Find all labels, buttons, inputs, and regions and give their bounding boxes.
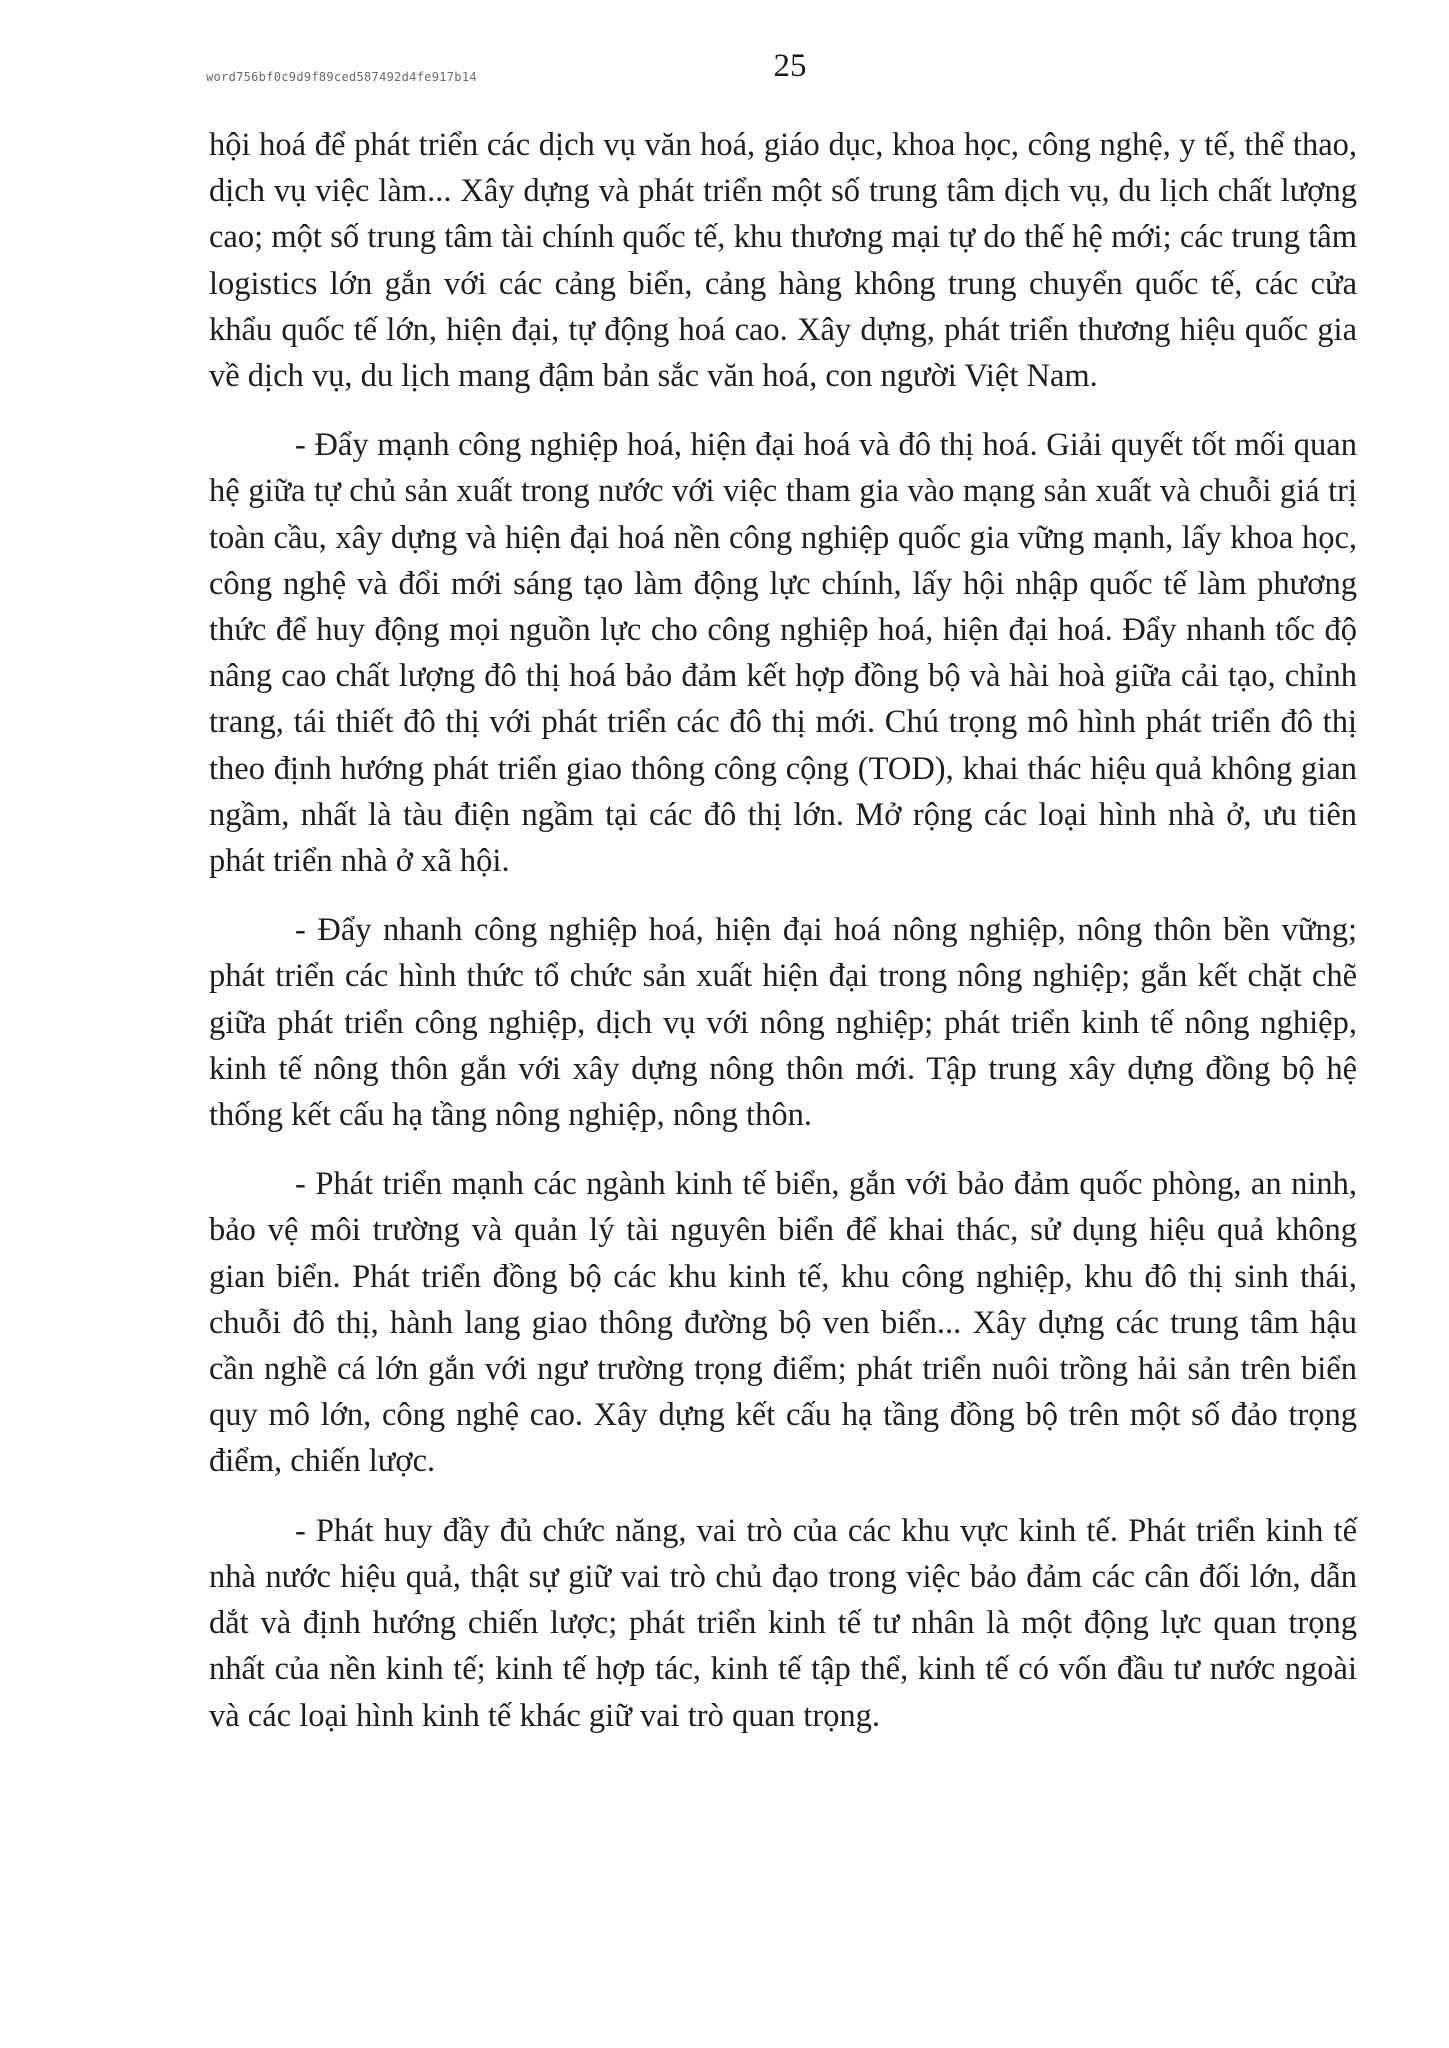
paragraph-agriculture: - Đẩy nhanh công nghiệp hoá, hiện đại hoá nông nghiệp, nông thôn bền vững; phát triển các hình thức tổ chức sản xuất hiện đại trong nông nghiệp; gắn kết chặt chẽ giữa phát triển công nghiệp, dịch vụ với nông nghiệp; phát triển kinh tế nông nghiệp, kinh tế nông thôn gắn với xây dựng nông thôn mới. Tập trung xây dựng đồng bộ hệ thống kết cấu hạ tầng nông nghiệp, nông thôn. [209,912,1357,1134]
paragraph-continuation: hội hoá để phát triển các dịch vụ văn hoá, giáo dục, khoa học, công nghệ, y tế, thể thao, dịch vụ việc làm... Xây dựng và phát triển một số trung tâm dịch vụ, du lịch chất lượng cao; một số trung tâm tài chính quốc tế, khu thương mại tự do thế hệ mới; các trung tâm logistics lớn gắn với các cảng biển, cảng hàng không trung chuyển quốc tế, các cửa khẩu quốc tế lớn, hiện đại, tự động hoá cao. Xây dựng, phát triển thương hiệu quốc gia về dịch vụ, du lịch mang đậm bản sắc văn hoá, con người Việt Nam. [209,127,1357,395]
document-id: word756bf0c9d9f89ced587492d4fe917b14 [206,70,477,84]
page-body [209,122,1357,1762]
paragraph-marine-economy: - Phát triển mạnh các ngành kinh tế biển, gắn với bảo đảm quốc phòng, an ninh, bảo vệ môi trường và quản lý tài nguyên biển để khai thác, sử dụng hiệu quả không gian biển. Phát triển đồng bộ các khu kinh tế, khu công nghiệp, khu đô thị sinh thái, chuỗi đô thị, hành lang giao thông đường bộ ven biển... Xây dựng các trung tâm hậu cần nghề cá lớn gắn với ngư trường trọng điểm; phát triển nuôi trồng hải sản trên biển quy mô lớn, công nghệ cao. Xây dựng kết cấu hạ tầng đồng bộ trên một số đảo trọng điểm, chiến lược. [209,1166,1357,1480]
page-number: 25 [773,48,807,84]
paragraph-economic-sectors: - Phát huy đầy đủ chức năng, vai trò của các khu vực kinh tế. Phát triển kinh tế nhà nước hiệu quả, thật sự giữ vai trò chủ đạo trong việc bảo đảm các cân đối lớn, dẫn dắt và định hướng chiến lược; phát triển kinh tế tư nhân là một động lực quan trọng nhất của nền kinh tế; kinh tế hợp tác, kinh tế tập thể, kinh tế có vốn đầu tư nước ngoài và các loại hình kinh tế khác giữ vai trò quan trọng. [209,1512,1357,1734]
paragraph-industrialization: - Đẩy mạnh công nghiệp hoá, hiện đại hoá và đô thị hoá. Giải quyết tốt mối quan hệ giữa tự chủ sản xuất trong nước với việc tham gia vào mạng sản xuất và chuỗi giá trị toàn cầu, xây dựng và hiện đại hoá nền công nghiệp quốc gia vững mạnh, lấy khoa học, công nghệ và đổi mới sáng tạo làm động lực chính, lấy hội nhập quốc tế làm phương thức để huy động mọi nguồn lực cho công nghiệp hoá, hiện đại hoá. Đẩy nhanh tốc độ nâng cao chất lượng đô thị hoá bảo đảm kết hợp đồng bộ và hài hoà giữa cải tạo, chỉnh trang, tái thiết đô thị với phát triển các đô thị mới. Chú trọng mô hình phát triển đô thị theo định hướng phát triển giao thông công cộng (TOD), khai thác hiệu quả không gian ngầm, nhất là tàu điện ngầm tại các đô thị lớn. Mở rộng các loại hình nhà ở, ưu tiên phát triển nhà ở xã hội. [209,427,1357,880]
